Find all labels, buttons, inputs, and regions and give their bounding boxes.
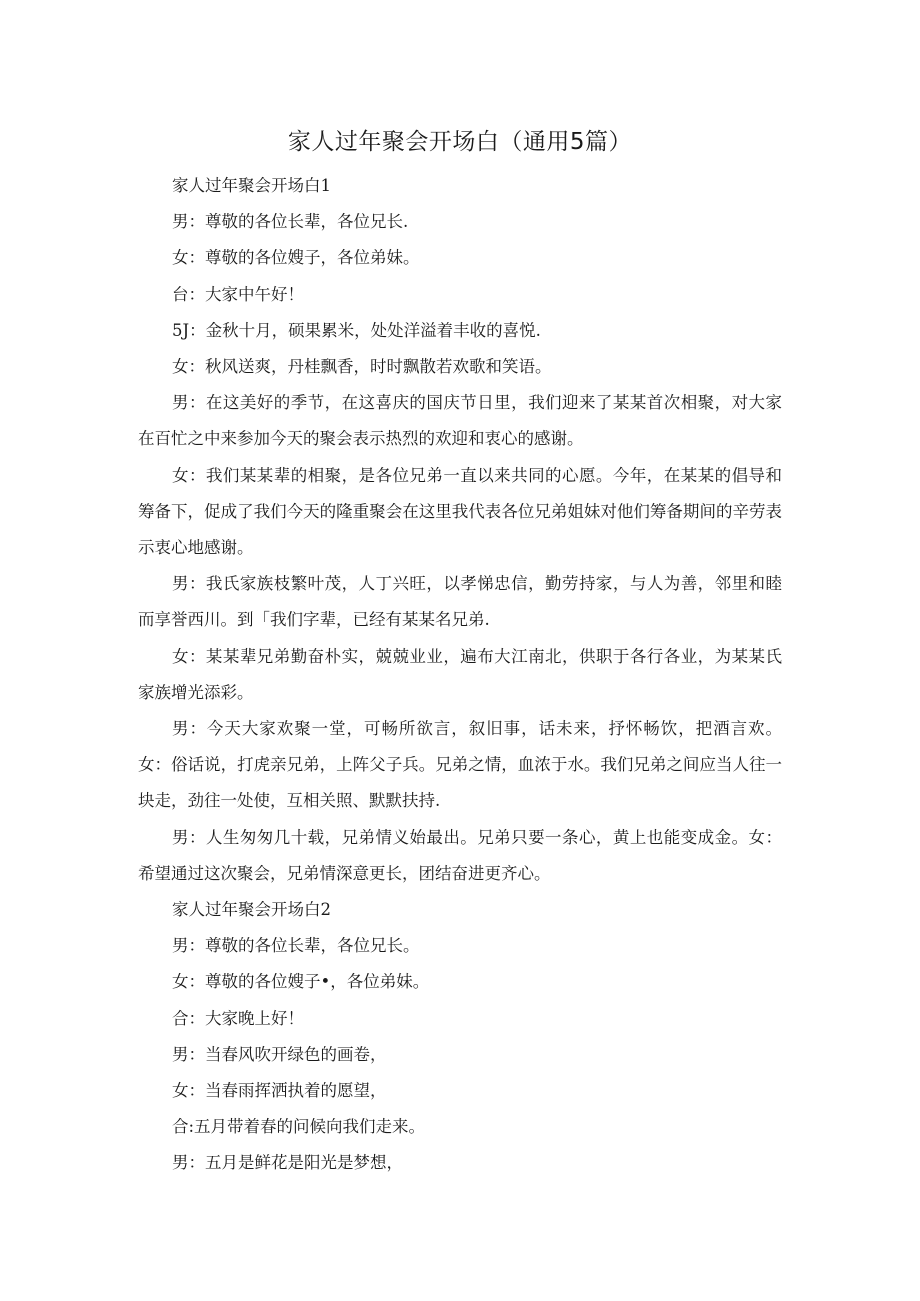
paragraph: 男：尊敬的各位长辈，各位兄长。 [172, 936, 420, 956]
section-heading-2: 家人过年聚会开场白2 [172, 900, 331, 920]
paragraph: 女：当春雨挥洒执着的愿望， [172, 1081, 387, 1101]
paragraph: 台：大家中午好！ [172, 284, 304, 304]
paragraph: 男：五月是鲜花是阳光是梦想， [172, 1153, 403, 1173]
paragraph: 男：尊敬的各位长辈，各位兄长. [172, 212, 409, 232]
document-body [138, 168, 782, 1182]
paragraph: 女：我们某某辈的相聚，是各位兄弟一直以来共同的心愿。今年，在某某的倡导和筹备下，促成了我们今天的隆重聚会在这里我代表各位兄弟姐妹对他们筹备期间的辛劳表示衷心地感谢。 [138, 465, 782, 558]
paragraph: 女：尊敬的各位嫂子•，各位弟妹。 [172, 972, 430, 992]
paragraph: 男：当春风吹开绿色的画卷， [172, 1044, 387, 1064]
paragraph: 合：大家晚上好！ [172, 1008, 304, 1028]
document-title: 家人过年聚会开场白（通用5篇） [287, 129, 633, 155]
paragraph: 5J：金秋十月，硕果累米，处处洋溢着丰收的喜悦. [172, 320, 541, 340]
paragraph: 女：某某辈兄弟勤奋朴实，兢兢业业，遍布大江南北，供职于各行各业，为某某氏家族增光添彩。 [138, 646, 782, 702]
paragraph: 男：在这美好的季节，在这喜庆的国庆节日里，我们迎来了某某首次相聚，对大家在百忙之中来参加今天的聚会表示热烈的欢迎和衷心的感谢。 [138, 393, 782, 449]
paragraph: 男：人生匆匆几十载，兄弟情义始最出。兄弟只要一条心，黄上也能变成金。女：希望通过这次聚会，兄弟情深意更长，团结奋进更齐心。 [138, 827, 782, 883]
paragraph: 男：我氏家族枝繁叶茂，人丁兴旺，以孝悌忠信，勤劳持家，与人为善，邻里和睦而享誉西川。到「我们字辈，已经有某某名兄弟. [138, 574, 782, 630]
section-heading-1: 家人过年聚会开场白1 [172, 176, 331, 195]
paragraph: 男：今天大家欢聚一堂，可畅所欲言，叙旧事，话未来，抒怀畅饮，把酒言欢。女：俗话说，打虎亲兄弟，上阵父子兵。兄弟之情，血浓于水。我们兄弟之间应当人往一块走，劲往一处使，互相关照、默默扶持. [138, 719, 782, 811]
paragraph: 女：尊敬的各位嫂子，各位弟妹。 [172, 248, 420, 268]
paragraph: 合:五月带着春的问候向我们走来。 [172, 1117, 426, 1137]
paragraph: 女：秋风送爽，丹桂飘香，时时飘散若欢歌和笑语。 [172, 357, 552, 377]
